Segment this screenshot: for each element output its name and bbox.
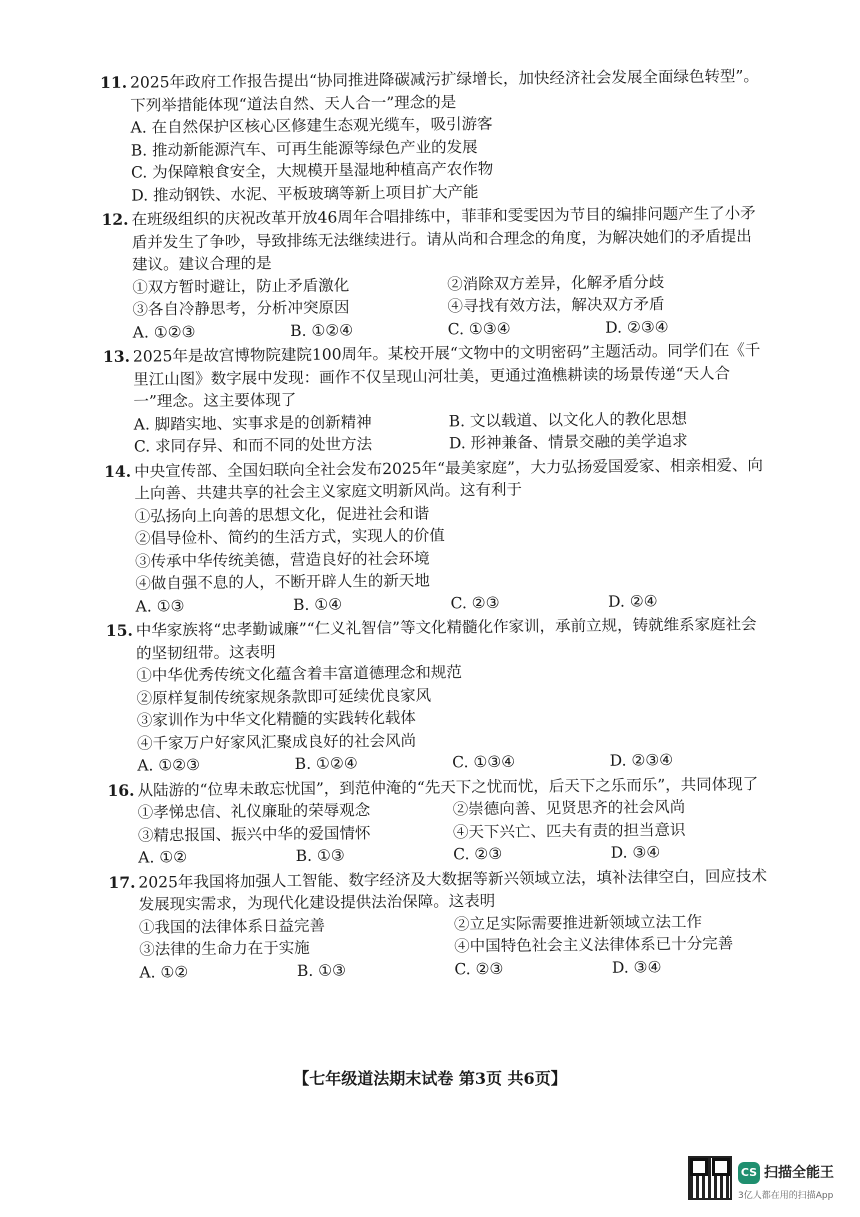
qr-code-icon	[690, 1158, 730, 1198]
option: B. ①②④	[290, 320, 354, 340]
statement: ③各自冷静思考，分析冲突原因	[132, 298, 350, 319]
option: B. ①④	[292, 594, 343, 614]
option: B. ①③	[295, 846, 345, 865]
option: B. ①③	[296, 960, 347, 980]
statement: ④中国特色社会主义法律体系已十分完善	[454, 934, 734, 956]
question-stem	[103, 339, 764, 413]
question-stem	[104, 454, 764, 506]
question-13	[103, 339, 764, 458]
statement: ④做自强不息的人，不断开辟人生的新天地	[135, 571, 430, 593]
option: C. 为保障粮食安全，大规模开垦湿地种植高产农作物	[130, 159, 494, 182]
statement: ③法律的生命力在于实施	[139, 938, 310, 959]
question-number: 12.	[101, 209, 129, 229]
statement: ④千家万户好家风汇聚成良好的社会风尚	[136, 731, 417, 753]
question-16	[107, 773, 768, 870]
watermark-app-name: 扫描全能王	[764, 1165, 834, 1181]
option: A. ①②③	[132, 322, 196, 342]
question-number: 15.	[105, 620, 133, 640]
question-11	[100, 65, 761, 207]
camscanner-logo-icon: CS	[738, 1162, 760, 1184]
statement: ①我国的法律体系日益完善	[138, 916, 326, 937]
statement: ①孝悌忠信、礼仪廉耻的荣辱观念	[137, 801, 371, 822]
question-14	[104, 454, 766, 618]
page-footer: 【七年级道法期末试卷 第3页 共6页】	[293, 1069, 567, 1088]
question-number: 16.	[107, 780, 135, 800]
option: D. ③④	[610, 843, 661, 862]
option: C. ②③	[454, 959, 504, 978]
question-text: 从陆游的“位卑未敢忘忧国”，到范仲淹的“先天下之忧而忧，后天下之乐而乐”，共同体现了	[137, 774, 759, 800]
option: C. 求同存异、和而不同的处世方法	[133, 435, 373, 456]
option: D. 推动钢铁、水泥、平板玻璃等新上项目扩大产能	[131, 182, 479, 205]
option: B. 文以载道、以文化人的教化思想	[448, 409, 688, 430]
statement: ④寻找有效方法，解决双方矛盾	[447, 295, 665, 316]
question-number: 17.	[108, 872, 136, 892]
option: A. 在自然保护区核心区修建生态观光缆车，吸引游客	[130, 114, 493, 137]
option: C. ①③④	[452, 752, 516, 772]
option: D. ②③④	[609, 751, 674, 770]
option: C. ②③	[450, 593, 500, 612]
option: A. 脚踏实地、实事求是的创新精神	[133, 412, 372, 434]
statement: ②立足实际需要推进新领域立法工作	[453, 912, 703, 933]
question-text: 2025年政府工作报告提出“协同推进降碳减污扩绿增长，加快经济社会发展全面绿色转型”。下列举措能体现“道法自然、天人合一”理念的是	[130, 67, 759, 115]
question-stem	[100, 65, 760, 117]
question-15	[106, 613, 768, 777]
question-number: 14.	[104, 461, 132, 481]
question-12	[101, 202, 762, 344]
question-text: 2025年是故宫博物院建院100周年。某校开展“文物中的文明密码”主题活动。同学们在《千里江山图》数字展中发现：画作不仅呈现山河壮美，更通过渔樵耕读的场景传递“天人合一”理念。这主要体现了	[132, 341, 761, 411]
option: D. 形神兼备、情景交融的美学追求	[448, 431, 688, 453]
statement: ②倡导俭朴、简约的生活方式，实现人的价值	[134, 526, 445, 548]
question-text: 中华家族将“忠孝勤诚廉”“仁义礼智信”等文化精髓化作家训，承前立规，铸就维系家庭社会的坚韧纽带。这表明	[135, 615, 757, 663]
statement: ③传承中华传统美德，营造良好的社会环境	[135, 549, 430, 571]
watermark-tagline: 3亿人都在用的扫描App	[738, 1191, 834, 1201]
question-stem	[106, 613, 766, 665]
option: C. ①③④	[447, 319, 511, 338]
statement: ④天下兴亡、匹夫有责的担当意识	[452, 820, 686, 841]
statement: ①中华优秀传统文化蕴含着丰富道德理念和规范	[136, 663, 462, 685]
option: D. ②③④	[605, 317, 669, 337]
question-17	[108, 865, 769, 984]
question-block	[100, 65, 770, 986]
statement: ③精忠报国、振兴中华的爱国情怀	[137, 823, 371, 845]
option: A. ①③	[135, 596, 185, 616]
option: D. ②④	[607, 591, 658, 611]
option: B. 推动新能源汽车、可再生能源等绿色产业的发展	[130, 137, 478, 160]
question-stem	[101, 202, 762, 276]
option: D. ③④	[611, 957, 662, 977]
statement: ①弘扬向上向善的思想文化，促进社会和谐	[134, 504, 430, 526]
question-text: 2025年我国将加强人工智能、数字经济及大数据等新兴领域立法，填补法律空白，回应技术发展现实需求，为现代化建设提供法治保障。这表明	[138, 866, 767, 914]
question-text: 在班级组织的庆祝改革开放46周年合唱排练中，菲菲和雯雯因为节目的编排问题产生了小矛盾并发生了争吵，导致排练无法继续进行。请从尚和合理念的角度，为解决她们的矛盾提出建议。建议合理的是	[131, 204, 756, 274]
option: C. ②③	[453, 844, 503, 864]
option: A. ①②③	[137, 755, 201, 775]
statement: ②崇德向善、见贤思齐的社会风尚	[452, 797, 686, 819]
question-number: 13.	[102, 346, 131, 366]
option: A. ①②	[139, 962, 189, 982]
question-text: 中央宣传部、全国妇联向全社会发布2025年“最美家庭”，大力弘扬爱国爱家、相亲相爱、向上向善、共建共享的社会主义家庭文明新风尚。这有利于	[134, 455, 764, 503]
option: A. ①②	[138, 848, 188, 867]
statement: ③家训作为中华文化精髓的实践转化载体	[136, 708, 416, 730]
statement: ②消除双方差异，化解矛盾分歧	[447, 272, 665, 293]
statement: ①双方暂时避让，防止矛盾激化	[132, 275, 350, 297]
question-stem	[108, 865, 768, 917]
question-number: 11.	[100, 72, 128, 92]
option: B. ①②④	[294, 754, 358, 773]
statement: ②原样复制传统家规条款即可延续优良家风	[136, 686, 432, 708]
